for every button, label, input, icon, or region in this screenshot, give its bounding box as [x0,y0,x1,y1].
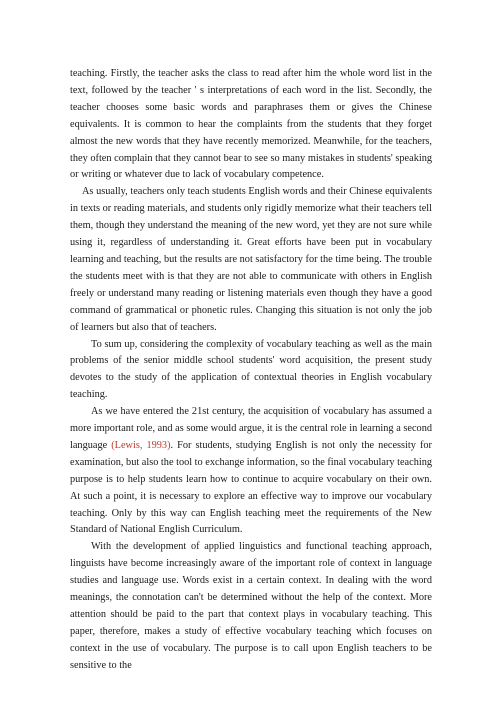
paragraph-3 [70,337,432,405]
paragraph-1 [70,66,432,184]
citation-lewis-1993: (Lewis, 1993) [111,439,171,451]
paragraph-5-text: With the development of applied linguistics and functional teaching approach, linguists have become increasingly aware of the important role of context in language studies and language use. Words exist in a certain context. In dealing with the word meanings, the connotation can't be determined without the help of the context. More attention should be paid to the part that context plays in vocabulary teaching. This paper, therefore, makes a study of effective vocabulary teaching which focuses on context in the use of vocabulary. The purpose is to call upon English teachers to be sensitive to the [70,541,432,671]
paragraph-4-text-a: As we have entered the 21st century, the acquisition of vocabulary has assumed a more important role, and as some would argue, it is the central role in learning a second language [70,406,432,451]
paragraph-2 [70,184,432,336]
paragraph-3-text: To sum up, considering the complexity of vocabulary teaching as well as the main problems of the senior middle school students' word acquisition, the present study devotes to the study of the application of contextual theories in English vocabulary teaching. [70,338,432,401]
body-text [70,66,432,675]
paragraph-5 [70,539,432,674]
paragraph-4-text-b: . For students, studying English is not only the necessity for examination, but also the tool to exchange information, so the final vocabulary teaching purpose is to help students learn how to continue to acquire vocabulary on their own. At such a point, it is necessary to explore an effective way to improve our vocabulary teaching. Only by this way can English teaching meet the requirements of the New Standard of National English Curriculum. [70,439,432,536]
paragraph-2-text: As usually, teachers only teach students English words and their Chinese equivalents in texts or reading materials, and students only rigidly memorize what their teachers tell them, though they understand the meaning of the new word, yet they are not sure while using it, regardless of understanding it. Great efforts have been put in vocabulary learning and teaching, but the results are not satisfactory for the time being. The trouble the students meet with is that they are not able to communicate with others in English freely or understand many reading or listening materials even though they have a good command of grammatical or phonetic rules. Changing this situation is not only the job of learners but also that of teachers. [70,186,432,333]
paragraph-4 [70,404,432,539]
paragraph-1-text: teaching. Firstly, the teacher asks the class to read after him the whole word list in the text, followed by the teacher ' s interpretations of each word in the list. Secondly, the teacher chooses some basic words and paraphrases them or gives the Chinese equivalents. It is common to hear the complaints from the students that they forget almost the new words that they have recently memorized. Meanwhile, for the teachers, they often complain that they cannot bear to see so many mistakes in students' speaking or writing or whatever due to lack of vocabulary competence. [70,68,432,181]
